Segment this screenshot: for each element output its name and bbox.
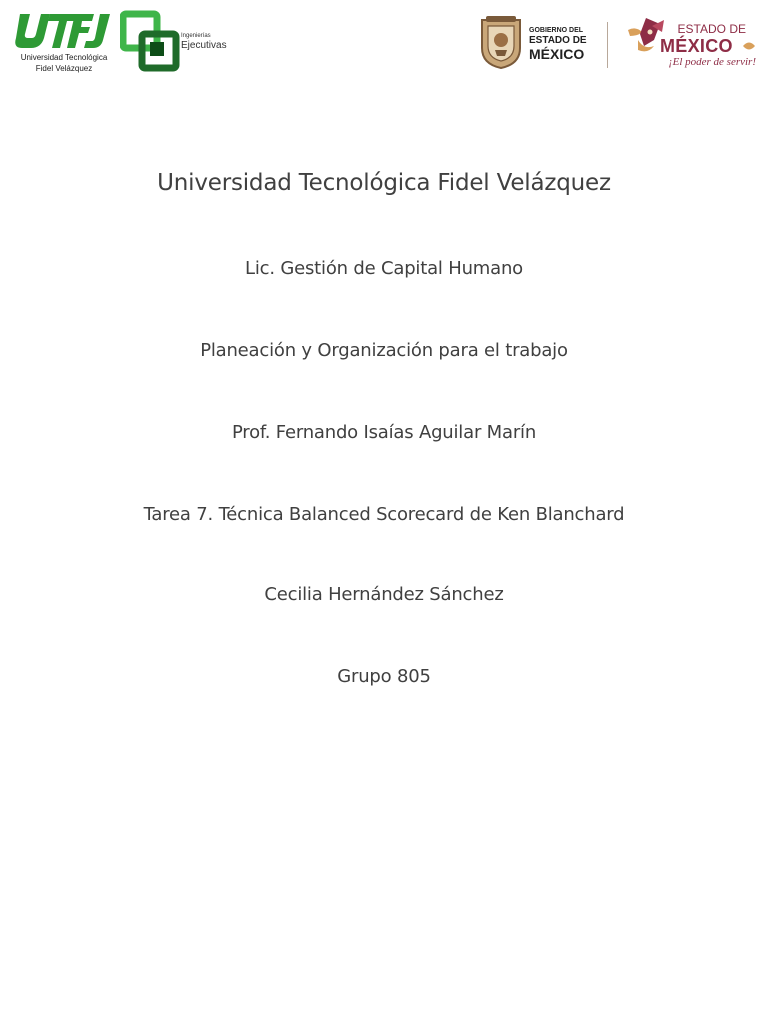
group-number: Grupo 805 — [337, 666, 431, 687]
assignment-title: Tarea 7. Técnica Balanced Scorecard de Ken Blanchard — [143, 504, 625, 525]
ingenierias-ejecutivas-logo — [120, 10, 235, 74]
utfj-subtitle-line2: Fidel Velázquez — [35, 64, 93, 73]
utfj-logo-subtitle — [14, 52, 114, 74]
edomex-logo-line1: ESTADO DE — [677, 22, 746, 36]
utfj-logo — [14, 10, 114, 76]
degree-name: Lic. Gestión de Capital Humano — [245, 258, 523, 279]
student-name: Cecilia Hernández Sánchez — [264, 584, 504, 605]
estado-de-mexico-logo — [624, 14, 764, 74]
interlocking-squares-icon — [120, 10, 180, 74]
gobierno-estado-mexico-logo — [478, 14, 593, 72]
utfj-logo-mark-icon — [14, 10, 114, 52]
gobierno-logo-text — [529, 26, 587, 62]
logo-divider — [607, 22, 608, 68]
ie-logo-small-text: Ingenierías — [181, 33, 211, 39]
ie-logo-text — [181, 32, 227, 52]
edomex-logo-line2: MÉXICO — [660, 36, 733, 56]
edomex-slogan: ¡El poder de servir! — [668, 56, 756, 68]
utfj-subtitle-line1: Universidad Tecnológica — [20, 53, 108, 62]
gobierno-logo-line2: ESTADO DE — [529, 35, 587, 46]
professor-name: Prof. Fernando Isaías Aguilar Marín — [231, 422, 537, 443]
ie-logo-big-text: Ejecutivas — [181, 40, 227, 51]
gobierno-logo-line3: MÉXICO — [529, 46, 585, 62]
page-header — [0, 0, 768, 90]
subject-name: Planeación y Organización para el trabajo — [200, 340, 568, 361]
gobierno-logo-line1: GOBIERNO DEL — [529, 27, 584, 34]
university-title: Universidad Tecnológica Fidel Velázquez — [157, 170, 611, 196]
state-coat-of-arms-icon — [478, 14, 524, 70]
leaf-ornament-icon — [742, 39, 756, 53]
